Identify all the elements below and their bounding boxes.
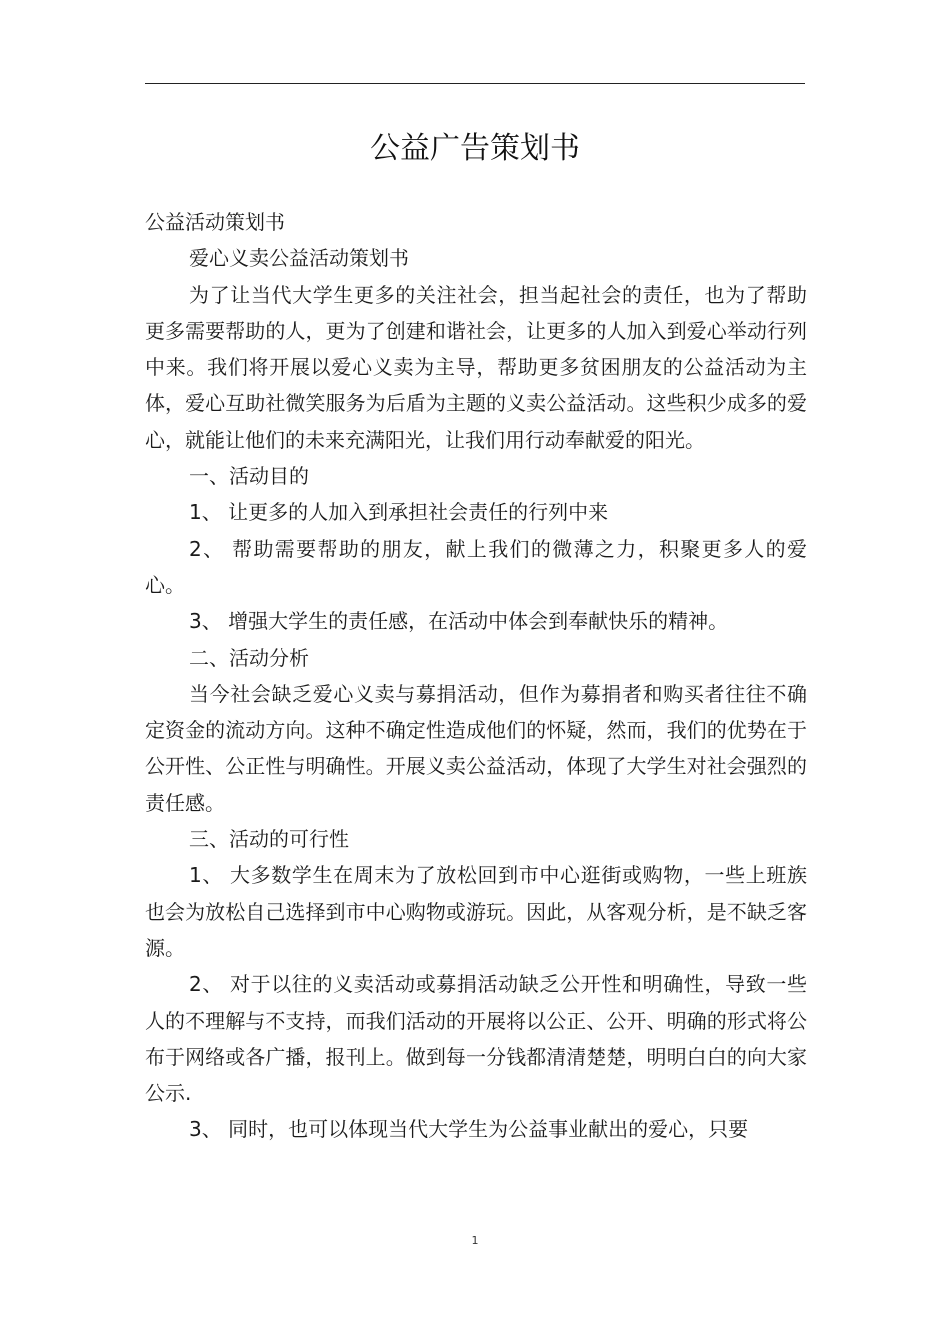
purpose-item-2: 2、 帮助需要帮助的朋友，献上我们的微薄之力，积聚更多人的爱心。 xyxy=(145,536,807,597)
feasibility-item-2: 2、 对于以往的义卖活动或募捐活动缺乏公开性和明确性，导致一些人的不理解与不支持，而我们活动的开展将以公正、公开、明确的形式将公布于网络或各广播，报刊上。做到每一分钱都清清楚楚，明明白白的向大家公示. xyxy=(145,972,807,1106)
header-rule xyxy=(145,83,805,84)
feasibility-item-1: 1、 大多数学生在周末为了放松回到市中心逛街或购物，一些上班族也会为放松自己选择到市中心购物或游玩。因此，从客观分析，是不缺乏客源。 xyxy=(145,863,807,960)
document-body xyxy=(145,204,807,1148)
paragraph-plan-name: 爱心义卖公益活动策划书 xyxy=(189,246,409,271)
document-title: 公益广告策划书 xyxy=(370,131,580,166)
purpose-item-3: 3、 增强大学生的责任感，在活动中体会到奉献快乐的精神。 xyxy=(189,609,729,634)
paragraph-analysis: 当今社会缺乏爱心义卖与募捐活动，但作为募捐者和购买者往往不确定资金的流动方向。这种不确定性造成他们的怀疑，然而，我们的优势在于公开性、公正性与明确性。开展义卖公益活动，体现了大学生对社会强烈的责任感。 xyxy=(145,681,807,815)
purpose-item-1: 1、 让更多的人加入到承担社会责任的行列中来 xyxy=(189,500,609,525)
section-heading-purpose: 一、活动目的 xyxy=(189,464,309,489)
section-heading-feasibility: 三、活动的可行性 xyxy=(189,827,349,852)
feasibility-item-3: 3、 同时，也可以体现当代大学生为公益事业献出的爱心，只要 xyxy=(189,1117,749,1142)
page-number: 1 xyxy=(471,1234,479,1247)
paragraph-intro: 为了让当代大学生更多的关注社会，担当起社会的责任，也为了帮助更多需要帮助的人，更为了创建和谐社会，让更多的人加入到爱心举动行列中来。我们将开展以爱心义卖为主导，帮助更多贫困朋友的公益活动为主体，爱心互助社微笑服务为后盾为主题的义卖公益活动。这些积少成多的爱心，就能让他们的未来充满阳光，让我们用行动奉献爱的阳光。 xyxy=(145,282,807,452)
section-heading-analysis: 二、活动分析 xyxy=(189,645,309,670)
paragraph-subtitle: 公益活动策划书 xyxy=(145,210,285,234)
